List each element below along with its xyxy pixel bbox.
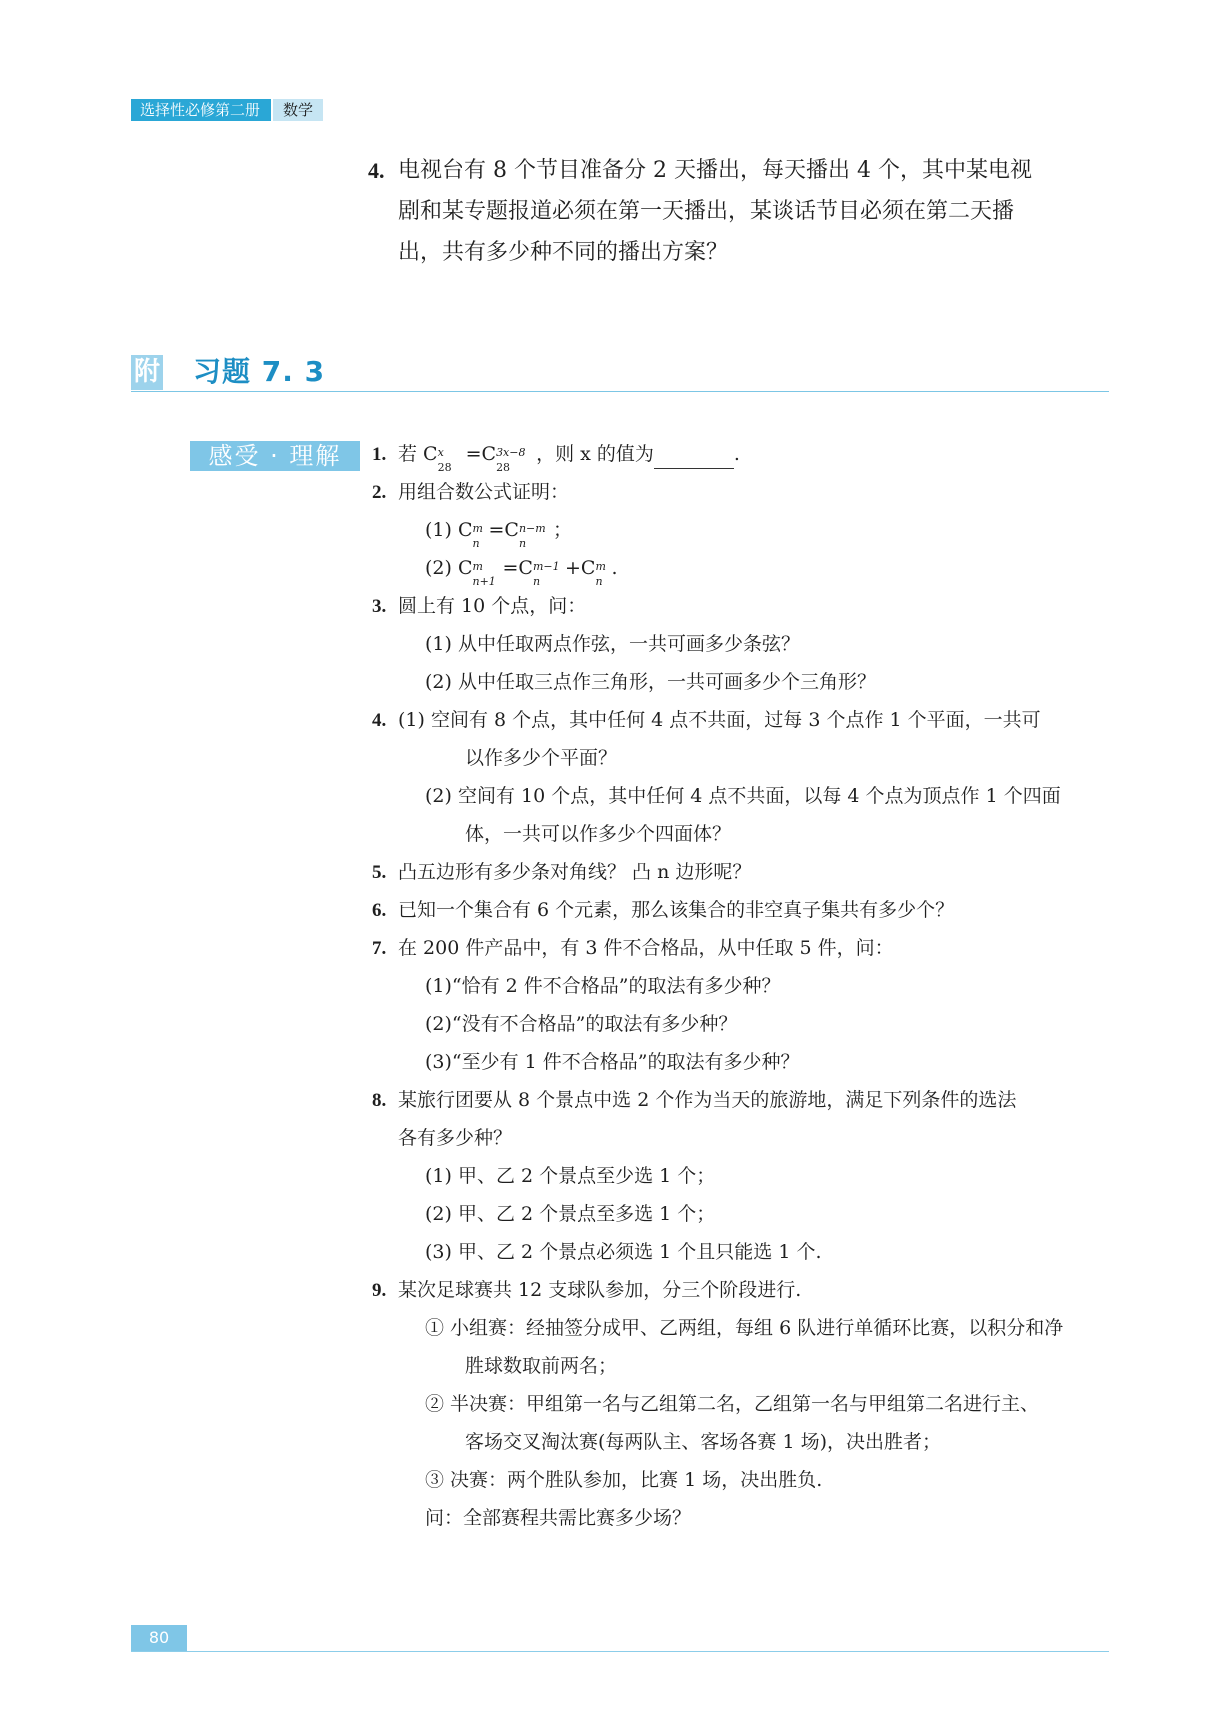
exercise-number: 3.: [372, 596, 387, 617]
exercise-8-part-2: (2) 甲、乙 2 个景点至多选 1 个；: [425, 1203, 716, 1225]
previous-problem: [368, 150, 1032, 273]
exercise-7-part-2: (2)“没有不合格品”的取法有多少种？: [425, 1013, 738, 1035]
text: 用组合数公式证明：: [398, 481, 570, 503]
comb-index: 3x−8 28: [496, 446, 526, 474]
exercise-8-part-1: (1) 甲、乙 2 个景点至少选 1 个；: [425, 1165, 716, 1187]
exercise-7-part-1: (1)“恰有 2 件不合格品”的取法有多少种？: [425, 975, 781, 997]
exercise-number: 6.: [372, 900, 387, 921]
exercise-number: 7.: [372, 938, 387, 959]
exercise-8: 8. 某旅行团要从 8 个景点中选 2 个作为当天的旅游地，满足下列条件的选法: [398, 1086, 1016, 1115]
problem-number: 4.: [368, 158, 385, 183]
exercise-9: 9. 某次足球赛共 12 支球队参加，分三个阶段进行.: [398, 1276, 801, 1305]
exercise-7: 7. 在 200 件产品中，有 3 件不合格品，从中任取 5 件，问：: [398, 934, 894, 963]
problem-line: 电视台有 8 个节目准备分 2 天播出，每天播出 4 个，其中某电视: [398, 158, 1032, 183]
exercise-9-stage-1-cont: 胜球数取前两名；: [465, 1355, 618, 1377]
exercise-4-part-2-cont: 体，一共可以作多少个四面体？: [465, 823, 732, 845]
equals: =: [465, 443, 482, 465]
exercise-5: 5. 凸五边形有多少条对角线？ 凸 n 边形呢？: [398, 858, 751, 887]
running-header: [131, 99, 323, 121]
text: .: [733, 443, 740, 465]
exercise-7-part-3: (3)“至少有 1 件不合格品”的取法有多少种？: [425, 1051, 800, 1073]
page-footer: [131, 1625, 1109, 1652]
problem-line: 剧和某专题报道必须在第一天播出，某谈话节目必须在第二天播: [398, 199, 1015, 224]
exercise-number: 8.: [372, 1090, 387, 1111]
exercise-8-part-3: (3) 甲、乙 2 个景点必须选 1 个且只能选 1 个.: [425, 1241, 822, 1263]
exercise-3: 3. 圆上有 10 个点，问：: [398, 592, 586, 621]
exercise-3-part-1: (1) 从中任取两点作弦，一共可画多少条弦？: [425, 633, 800, 655]
comb-index: x 28: [437, 446, 452, 474]
exercise-2-part-1: (1) C m n =C n−m n ；: [425, 519, 572, 550]
exercise-number: 5.: [372, 862, 387, 883]
exercise-4: 4. (1) 空间有 8 个点，其中任何 4 点不共面，过每 3 个点作 1 个平面，一共可: [398, 706, 1041, 735]
exercise-1: [372, 440, 740, 474]
exercise-3-part-2: (2) 从中任取三点作三角形，一共可画多少个三角形？: [425, 671, 876, 693]
category-tag: 感受 · 理解: [190, 441, 360, 471]
exercise-9-stage-3: ③ 决赛：两个胜队参加，比赛 1 场，决出胜负.: [425, 1469, 823, 1491]
exercise-9-stage-1: ① 小组赛：经抽签分成甲、乙两组，每组 6 队进行单循环比赛，以积分和净: [425, 1317, 1064, 1339]
exercise-9-stage-2: ② 半决赛：甲组第一名与乙组第二名，乙组第一名与甲组第二名进行主、: [425, 1393, 1040, 1415]
section-label: 附: [131, 355, 163, 390]
exercise-2-part-2: (2) C m n+1 =C m−1 n +C m n .: [425, 557, 618, 588]
book-title: 选择性必修第二册: [131, 99, 271, 121]
comb-symbol: C: [423, 443, 438, 465]
answer-blank: [654, 448, 734, 469]
comb-symbol: C: [481, 443, 497, 465]
exercise-number: 9.: [372, 1280, 387, 1301]
exercise-number: 2.: [372, 482, 387, 503]
exercise-4-part-1-cont: 以作多少个平面？: [465, 747, 618, 769]
exercise-2: [372, 478, 570, 507]
exercise-number: 1.: [372, 444, 387, 465]
section-title: 习题 7. 3: [193, 355, 326, 388]
exercise-4-part-2: (2) 空间有 10 个点，其中任何 4 点不共面，以每 4 个点为顶点作 1 个四面: [425, 785, 1061, 807]
exercise-9-question: 问：全部赛程共需比赛多少场？: [425, 1507, 692, 1529]
text: 若: [398, 443, 424, 465]
exercise-8-cont: 各有多少种？: [398, 1127, 513, 1149]
exercise-9-stage-2-cont: 客场交叉淘汰赛(每两队主、客场各赛 1 场)，决出胜者；: [465, 1431, 941, 1453]
section-heading: [131, 355, 1109, 392]
exercise-number: 4.: [372, 710, 387, 731]
subject-label: 数学: [273, 99, 323, 121]
exercise-6: 6. 已知一个集合有 6 个元素，那么该集合的非空真子集共有多少个？: [398, 896, 954, 925]
text: ，则 x 的值为: [536, 443, 654, 465]
problem-line: 出，共有多少种不同的播出方案？: [398, 240, 729, 265]
page-number: 80: [131, 1625, 187, 1651]
